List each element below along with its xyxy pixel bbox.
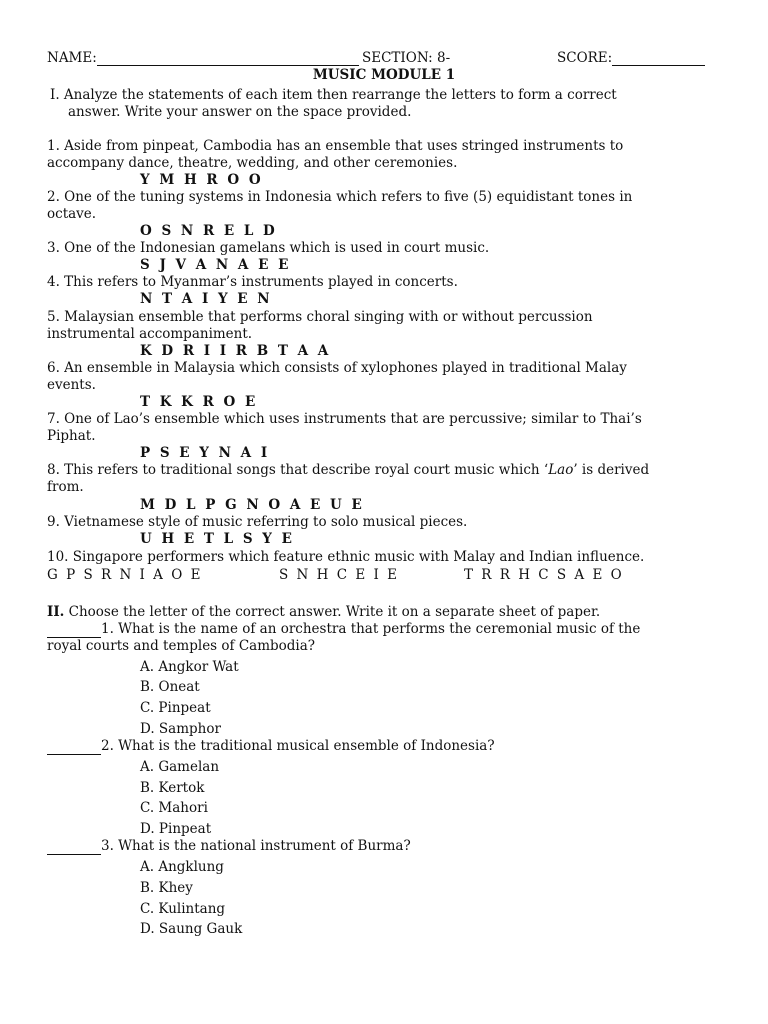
item-8-text-a: 8. This refers to traditional songs that describe royal court music which ‘	[47, 462, 549, 478]
item-7-text: 7. One of Lao’s ensemble which uses instruments that are percussive; similar to Thai’s	[47, 411, 642, 427]
item-2-jumble: O S N R E L D	[140, 223, 278, 239]
item-1-jumble: Y M H R O O	[140, 172, 264, 188]
answer-blank-2[interactable]	[47, 741, 101, 755]
section-label: SECTION: 8-	[362, 50, 451, 66]
part2-label: II.	[47, 604, 65, 620]
item-7-text-cont: Piphat.	[47, 428, 96, 444]
name-blank[interactable]	[97, 51, 359, 66]
item-4-jumble: N T A I Y E N	[140, 291, 273, 307]
q3-option-b: B. Khey	[140, 880, 193, 896]
item-5-text: 5. Malaysian ensemble that performs choral singing with or without percussion	[47, 309, 593, 325]
item-8-text-italic: Lao	[548, 462, 574, 478]
q3-option-a: A. Angklung	[140, 859, 224, 875]
question-3	[47, 838, 411, 855]
item-8-text	[47, 462, 649, 479]
item-3-text: 3. One of the Indonesian gamelans which is used in court music.	[47, 240, 490, 256]
answer-blank-1[interactable]	[47, 624, 101, 638]
part2-instruction-text: Choose the letter of the correct answer. Write it on a separate sheet of paper.	[64, 604, 601, 620]
question-1-text: 1. What is the name of an orchestra that performs the ceremonial music of the	[101, 621, 641, 637]
item-5-jumble: K D R I I R B T A A	[140, 343, 331, 359]
q1-option-a: A. Angkor Wat	[140, 659, 239, 675]
item-8-jumble: M D L P G N O A E U E	[140, 497, 365, 513]
item-6-text: 6. An ensemble in Malaysia which consists of xylophones played in traditional Malay	[47, 360, 627, 376]
part2-instruction	[47, 604, 600, 621]
item-6-text-cont: events.	[47, 377, 96, 393]
score-field[interactable]	[557, 50, 705, 66]
item-8-text-b: ’ is derived	[573, 462, 650, 478]
item-10-jumbles	[47, 567, 727, 584]
question-1	[47, 621, 640, 638]
name-field[interactable]	[47, 50, 359, 66]
item-2-text-cont: octave.	[47, 206, 97, 222]
item-7-jumble: P S E Y N A I	[140, 445, 270, 461]
item-10-jumble-3: T R R H C S A E O	[464, 567, 624, 583]
item-8-text-cont: from.	[47, 479, 84, 495]
item-10-jumble-2: S N H C E I E	[279, 567, 399, 583]
item-4-text: 4. This refers to Myanmar’s instruments played in concerts.	[47, 274, 458, 290]
answer-blank-3[interactable]	[47, 841, 101, 855]
q2-option-c: C. Mahori	[140, 800, 208, 816]
page-title: MUSIC MODULE 1	[312, 67, 456, 83]
q1-option-d: D. Samphor	[140, 721, 221, 737]
item-5-text-cont: instrumental accompaniment.	[47, 326, 253, 342]
question-2-text: 2. What is the traditional musical ensemble of Indonesia?	[101, 738, 495, 754]
name-label: NAME:	[47, 50, 97, 66]
item-9-jumble: U H E T L S Y E	[140, 531, 295, 547]
q2-option-b: B. Kertok	[140, 780, 205, 796]
item-2-text: 2. One of the tuning systems in Indonesia which refers to five (5) equidistant tones in	[47, 189, 633, 205]
item-9-text: 9. Vietnamese style of music referring to solo musical pieces.	[47, 514, 468, 530]
item-1-text: 1. Aside from pinpeat, Cambodia has an ensemble that uses stringed instruments to	[47, 138, 624, 154]
part1-instruction-line2: answer. Write your answer on the space provided.	[68, 104, 412, 120]
item-10-jumble-1: G P S R N I A O E	[47, 567, 203, 583]
q2-option-a: A. Gamelan	[140, 759, 220, 775]
q3-option-d: D. Saung Gauk	[140, 921, 243, 937]
item-10-text: 10. Singapore performers which feature ethnic music with Malay and Indian influence.	[47, 549, 645, 565]
header-line	[47, 50, 717, 68]
q1-option-c: C. Pinpeat	[140, 700, 211, 716]
question-1-text-cont: royal courts and temples of Cambodia?	[47, 638, 316, 654]
item-6-jumble: T K K R O E	[140, 394, 258, 410]
item-3-jumble: S J V A N A E E	[140, 257, 291, 273]
question-3-text: 3. What is the national instrument of Burma?	[101, 838, 411, 854]
score-label: SCORE:	[557, 50, 613, 66]
question-2	[47, 738, 495, 755]
q3-option-c: C. Kulintang	[140, 901, 226, 917]
q1-option-b: B. Oneat	[140, 679, 200, 695]
item-1-text-cont: accompany dance, theatre, wedding, and other ceremonies.	[47, 155, 458, 171]
q2-option-d: D. Pinpeat	[140, 821, 212, 837]
part1-instruction-line1: I. Analyze the statements of each item then rearrange the letters to form a correct	[50, 87, 617, 103]
score-blank[interactable]	[612, 51, 705, 66]
